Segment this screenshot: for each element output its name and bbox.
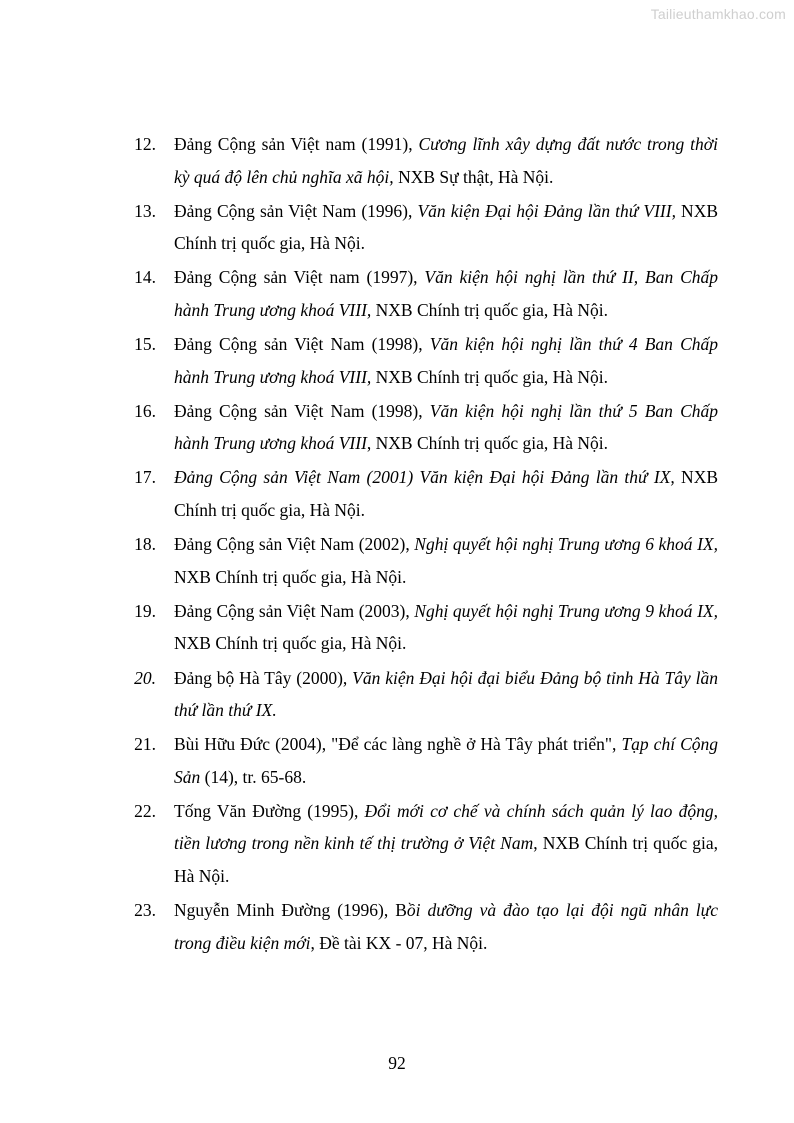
reference-number: 21.	[134, 734, 156, 755]
reference-text-segment: Đảng Cộng sản Việt Nam (1998),	[174, 334, 430, 355]
reference-text	[174, 662, 718, 727]
reference-text	[174, 595, 718, 660]
reference-title-italic: Nghị quyết hội nghị Trung ương 6 khoá IX,	[414, 534, 719, 555]
reference-text	[174, 261, 718, 326]
reference-number: 16.	[134, 400, 156, 421]
reference-text-segment: Bùi Hữu Đức (2004), "Để các làng nghề ở Hà Tây phát triển",	[174, 734, 622, 755]
reference-number: 17.	[134, 467, 156, 488]
reference-number: 18.	[134, 534, 156, 555]
reference-number: 19.	[134, 600, 156, 621]
reference-text-segment: Đảng Cộng sản Việt nam (1997),	[174, 267, 425, 288]
reference-number: 12.	[134, 134, 156, 154]
reference-item	[0, 261, 794, 326]
reference-title-italic: Văn kiện Đại hội Đảng lần thứ VIII,	[417, 200, 676, 221]
reference-text-segment: , NXB Chính trị quốc gia, Hà Nội.	[366, 433, 608, 454]
reference-text-segment: Đảng Cộng sản Việt Nam (1998),	[174, 400, 430, 421]
reference-title-italic: ồi dưỡng và đào tạo lại đội ngũ nhân lực trong điều kiện mới	[174, 900, 718, 953]
reference-text-segment: NXB Chính trị quốc gia, Hà Nội.	[371, 366, 608, 387]
reference-number: 20.	[134, 667, 156, 688]
reference-number: 13.	[134, 200, 156, 221]
reference-item	[0, 195, 794, 260]
reference-text	[174, 528, 718, 593]
reference-title-italic: Văn kiện hội nghị lần thứ 5 Ban Chấp hành Trung ương khoá VIII	[174, 400, 718, 454]
reference-item	[0, 528, 794, 593]
reference-text-segment: Nguyễn Minh Đường (1996), B	[174, 900, 407, 921]
reference-title-italic: Văn kiện Đại hội đại biểu Đảng bộ tỉnh Hà Tây lần thứ lần thứ IX.	[174, 667, 718, 720]
reference-text	[174, 461, 718, 526]
reference-item	[0, 795, 794, 893]
reference-text-segment: Đảng Cộng sản Việt nam (1991),	[174, 134, 419, 154]
reference-text-segment: Đảng Cộng sản Việt Nam (2003),	[174, 600, 415, 621]
reference-text-segment: NXB Chính trị quốc gia, Hà Nội.	[174, 566, 407, 587]
reference-text-segment: Đảng Cộng sản Việt Nam (1996),	[174, 200, 418, 221]
reference-number: 15.	[134, 334, 156, 355]
reference-item	[0, 595, 794, 660]
reference-text	[174, 128, 718, 193]
reference-text-segment: NXB Chính trị quốc gia, Hà Nội.	[174, 467, 719, 520]
reference-text-segment: , Đề tài KX - 07, Hà Nội.	[310, 932, 488, 953]
reference-text-segment: NXB Chính trị quốc gia, Hà Nội.	[371, 299, 608, 320]
reference-text-segment: Đảng Cộng sản Việt Nam (2002),	[174, 534, 415, 555]
reference-item	[0, 128, 794, 193]
reference-item	[0, 395, 794, 460]
reference-list	[0, 128, 794, 961]
reference-item	[0, 728, 794, 793]
reference-item	[0, 461, 794, 526]
reference-title-italic: Cương lĩnh xây dựng đất nước trong thời kỳ quá độ lên chủ nghĩa xã hội,	[174, 134, 718, 187]
reference-text	[174, 795, 718, 893]
reference-title-italic: Đảng Cộng sản Việt Nam (2001) Văn kiện Đại hội Đảng lần thứ IX,	[174, 467, 675, 488]
reference-text-segment: , NXB Chính trị quốc gia, Hà Nội.	[174, 833, 718, 886]
reference-item	[0, 662, 794, 727]
reference-number: 22.	[134, 800, 156, 821]
reference-title-italic: Văn kiện hội nghị lần thứ II, Ban Chấp hành Trung ương khoá VIII,	[174, 267, 719, 320]
reference-title-italic: Nghị quyết hội nghị Trung ương 9 khoá IX,	[414, 600, 719, 621]
reference-text-segment: (14), tr. 65-68.	[200, 766, 307, 787]
reference-title-italic: Tạp chí Cộng Sản	[174, 734, 718, 787]
page-number: 92	[388, 1053, 406, 1073]
reference-item	[0, 894, 794, 959]
reference-item	[0, 328, 794, 393]
reference-text	[174, 728, 718, 793]
reference-text-segment: Tống Văn Đường (1995),	[174, 800, 365, 821]
reference-text-segment: NXB Chính trị quốc gia, Hà Nội.	[174, 200, 719, 254]
reference-number: 14.	[134, 267, 156, 288]
reference-number: 23.	[134, 900, 156, 921]
watermark-text: Tailieuthamkhao.com	[650, 6, 786, 22]
reference-text	[174, 195, 718, 260]
reference-title-italic: Văn kiện hội nghị lần thứ 4 Ban Chấp hành Trung ương khoá VIII,	[174, 334, 718, 387]
reference-text	[174, 328, 718, 393]
reference-text-segment: NXB Chính trị quốc gia, Hà Nội.	[174, 633, 407, 654]
reference-text-segment: Đảng bộ Hà Tây (2000),	[174, 667, 353, 688]
reference-title-italic: Đổi mới cơ chế và chính sách quản lý lao động, tiền lương trong nền kinh tế thị trường ở Việt Nam	[174, 800, 719, 854]
reference-text-segment: NXB Sự thật, Hà Nội.	[393, 166, 554, 187]
reference-text	[174, 395, 718, 460]
reference-text	[174, 894, 718, 959]
